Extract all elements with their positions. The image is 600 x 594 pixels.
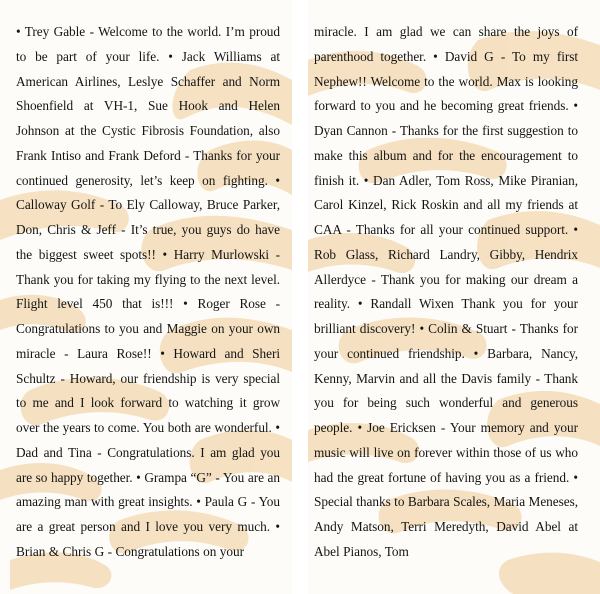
right-column (308, 0, 600, 594)
left-column (0, 0, 292, 594)
page-gutter (292, 0, 308, 594)
acknowledgements-text-left: • Trey Gable - Welcome to the world. I’m proud to be part of your life. • Jack Williams at American Airlines, Leslye Schaffer and Norm Shoenfield at VH-1, Sue Hook and Helen Johnson at the Cystic Fibrosis Foundation, also Frank Intiso and Frank Deford - Thanks for your continued generosity, let’s keep on fighting. • Calloway Golf - To Ely Calloway, Bruce Parker, Don, Chris & Jeff - It’s true, you guys do have the biggest sweet spots!! • Harry Murlowski - Thank you for taking my flying to the next level. Flight level 450 that is!!! • Roger Rose - Congratulations to you and Maggie on your own miracle - Laura Rose!! • Howard and Sheri Schultz - Howard, our friendship is very special to me and I look forward to watching it grow over the years to come. You both are wonderful. • Dad and Tina - Congratulations. I am glad you are so happy together. • Grampa “G” - You are an amazing man with great insights. • Paula G - You are a great person and I love you very much. • Brian & Chris G - Congratulations on your (16, 24, 280, 559)
acknowledgements-text-right: miracle. I am glad we can share the joys of parenthood together. • David G - To my first Nephew!! Welcome to the world. Max is looking forward to you and he becoming great friends. • Dyan Cannon - Thanks for the first suggestion to make this album and for the encouragement to finish it. • Dan Adler, Tom Ross, Mike Piranian, Carol Kinzel, Rick Roskin and all my friends at CAA - Thanks for all your continued support. • Rob Glass, Richard Landry, Gibby, Hendrix Allerdyce - Thank you for making our dream a reality. • Randall Wixen Thank you for your brilliant discovery! • Colin & Stuart - Thanks for your continued friendship. • Barbara, Nancy, Kenny, Marvin and all the Davis family - Thank you for being such wonderful and generous people. • Joe Ericksen - Your memory and your music will live on forever within those of us who had the great fortune of having you as a friend. • Special thanks to Barbara Scales, Maria Meneses, Andy Matson, Terri Meredyth, David Abel at Abel Pianos, Tom (314, 24, 578, 559)
